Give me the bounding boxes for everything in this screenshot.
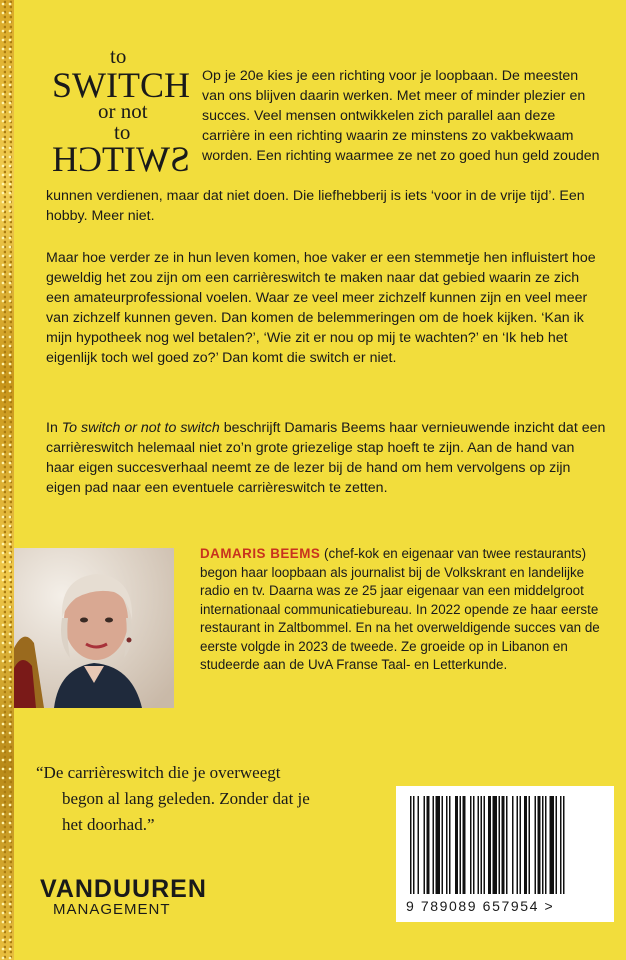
title-to-1: to xyxy=(110,44,127,68)
barcode-bar xyxy=(460,796,462,894)
barcode-bar xyxy=(529,796,531,894)
blurb-paragraph-1-continued: kunnen verdienen, maar dat niet doen. Die liefhebberij is iets ‘voor in de vrije tijd’. Een hobby. Meer niet. xyxy=(46,188,585,224)
publisher-logo xyxy=(40,876,207,918)
author-bio-text: (chef-kok en eigenaar van twee restaurants) begon haar loopbaan als journalist bij de Volkskrant en landelijke radio en tv. Daarna was ze 25 jaar eigenaar van een middelgroot internationaal communicatiebureau. In 2022 opende ze haar eerste restaurant in Zaltbommel. En na het overweldigende succes van de eerste volgde in 2023 de tweede. Ze groeide op in Libanon en studeerde aan de UvA Franse Taal- en Letterkunde. xyxy=(200,546,600,672)
isbn-number: 9 789089 657954 > xyxy=(406,898,555,914)
barcode-bar xyxy=(463,796,466,894)
pull-quote xyxy=(36,760,366,838)
barcode-bar xyxy=(473,796,475,894)
publisher-subtitle: MANAGEMENT xyxy=(53,901,171,918)
barcode-bar xyxy=(538,796,541,894)
barcode-bar xyxy=(493,796,498,894)
blurb-paragraph-3 xyxy=(46,418,606,498)
barcode-bar xyxy=(410,796,412,894)
author-photo xyxy=(14,548,174,708)
barcode-bar xyxy=(455,796,458,894)
barcode-bars xyxy=(396,786,614,898)
p3-prefix: In xyxy=(46,420,62,436)
title-or-not: or not xyxy=(98,99,148,123)
publisher-name: VANDUUREN xyxy=(40,875,207,903)
barcode-bar xyxy=(418,796,420,894)
barcode-bar xyxy=(545,796,547,894)
author-bio xyxy=(200,545,610,675)
title-switch-1: SWITCH xyxy=(52,65,190,105)
blurb-paragraph-1-side: Op je 20e kies je een richting voor je loopbaan. De meesten van ons blijven daarin werken. Met meer of minder plezier en succes. Veel mensen ontwikkelen zich parallel aan deze carrière in een richting waarin ze minstens zo vakbekwaam worden. Een richting waarmee ze net zo goed hun geld zouden xyxy=(202,68,600,164)
barcode-bar xyxy=(433,796,435,894)
barcode-bar xyxy=(484,796,486,894)
barcode-bar xyxy=(542,796,544,894)
quote-line-1: “De carrièreswitch die je overweegt xyxy=(36,763,281,782)
author-name: DAMARIS BEEMS xyxy=(200,546,321,561)
barcode-bar xyxy=(563,796,565,894)
barcode-bar xyxy=(488,796,491,894)
barcode-bar xyxy=(506,796,508,894)
barcode-bar xyxy=(470,796,472,894)
quote-line-2: begon al lang geleden. Zonder dat je xyxy=(62,789,310,808)
barcode-bar xyxy=(520,796,522,894)
quote-line-3: het doorhad.” xyxy=(62,815,155,834)
barcode-bar xyxy=(556,796,558,894)
glitter-border xyxy=(0,0,14,960)
barcode-bar xyxy=(517,796,519,894)
barcode-bar xyxy=(512,796,514,894)
barcode-bar xyxy=(550,796,555,894)
title-switch-mirrored: SWITCH xyxy=(52,139,190,179)
barcode-bar xyxy=(481,796,483,894)
barcode-bar xyxy=(560,796,562,894)
barcode-bar xyxy=(524,796,527,894)
barcode-bar xyxy=(424,796,426,894)
barcode-bar xyxy=(427,796,430,894)
blurb-paragraph-2: Maar hoe verder ze in hun leven komen, hoe vaker er een stemmetje hen influistert hoe geweldig het zou zijn om een carrièreswitch te maken naar dat gebied waarin ze zich een amateurprofessional voelen. Waar ze veel meer zichzelf kunnen zijn en veel meer van zichzelf kunnen geven. Dan komen de belemmeringen om de hoek kijken. ‘Kan ik mijn hypotheek nog wel betalen?’, ‘Wie zit er nou op mij te wachten?’ en ‘Ik heb het eigenlijk toch wel goed zo?’ Dan komt die switch er niet. xyxy=(46,250,596,366)
barcode-bar xyxy=(499,796,501,894)
barcode-bar xyxy=(413,796,415,894)
barcode-bar xyxy=(502,796,505,894)
p3-book-title: To switch or not to switch xyxy=(61,420,220,436)
book-title xyxy=(46,46,196,177)
barcode-bar xyxy=(436,796,441,894)
barcode-bar xyxy=(535,796,537,894)
barcode xyxy=(396,786,614,922)
barcode-bar xyxy=(442,796,444,894)
barcode-bar xyxy=(446,796,448,894)
p3-rest: beschrijft Damaris Beems haar vernieuwende inzicht dat een carrièreswitch helemaal niet zo’n grote griezelige stap hoeft te zijn. Aan de hand van haar eigen succesverhaal neemt ze de lezer bij de hand om hem vervolgens op zijn eigen pad naar een eventuele carrièreswitch te zetten. xyxy=(46,420,606,496)
barcode-bar xyxy=(478,796,480,894)
barcode-bar xyxy=(449,796,451,894)
title-to-2: to xyxy=(114,120,131,144)
